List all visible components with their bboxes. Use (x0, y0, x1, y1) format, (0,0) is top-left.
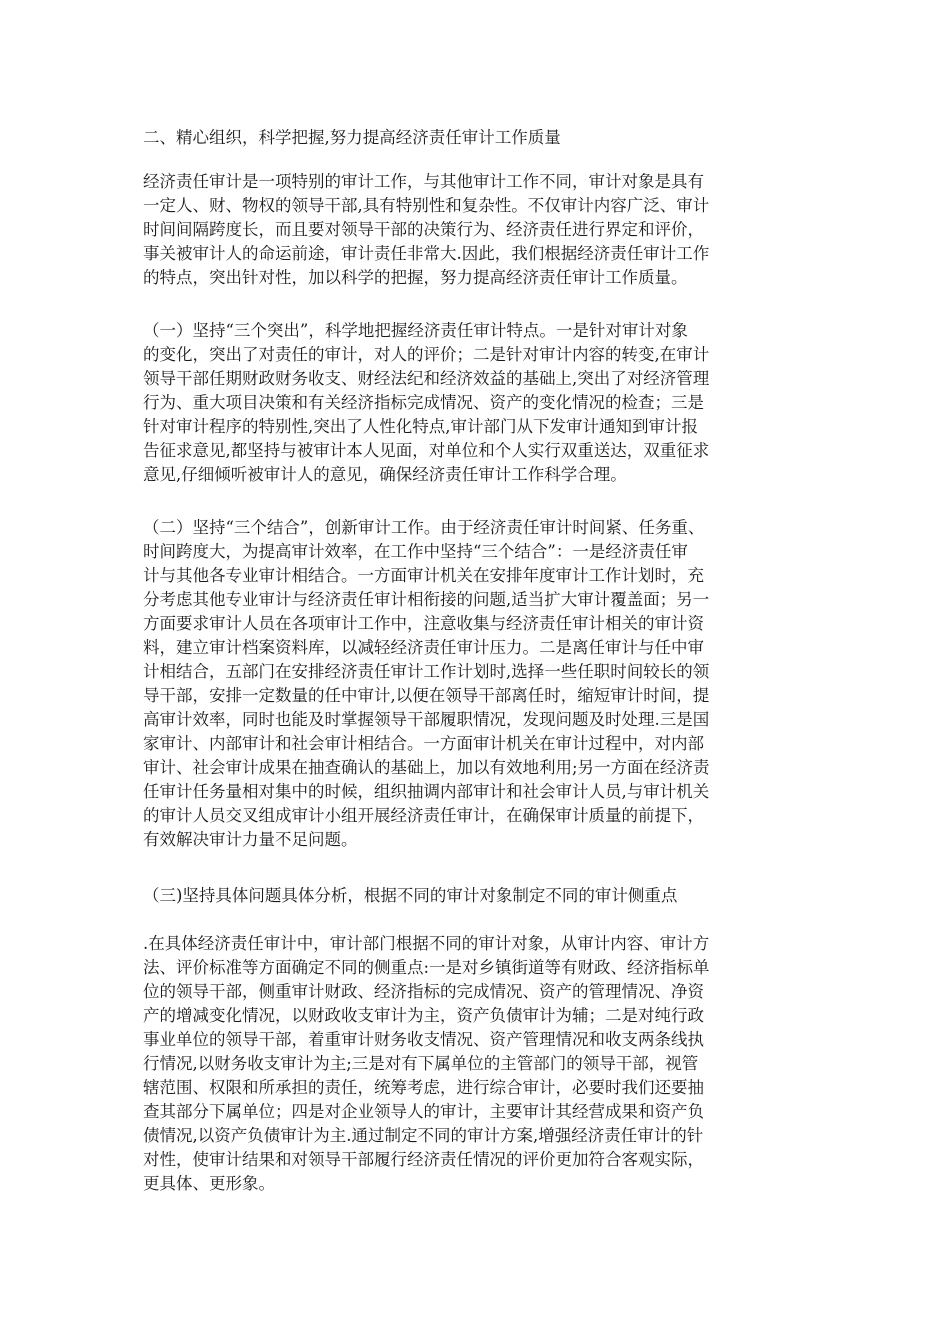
paragraph-intro: 经济责任审计是一项特别的审计工作，与其他审计工作不同，审计对象是具有 一定人、财、物权的领导干部,具有特别性和复杂性。不仅审计内容广泛、审计 时间间隔跨度长，而且要对领导干部的决策行为、经济责任进行界定和评价， 事关被审计人的命运前途，审计责任非常大.因此，我们根据经济责任审计工作 的特点，突出针对性，加以科学的把握，努力提高经济责任审计工作质量。 (143, 172, 710, 287)
subsection-heading-specific-analysis: （三)坚持具体问题具体分析，根据不同的审计对象制定不同的审计侧重点 (143, 886, 678, 905)
paragraph-three-highlights: （一）坚持“三个突出”，科学地把握经济责任审计特点。一是针对审计对象 的变化，突出了对责任的审计，对人的评价；二是针对审计内容的转变,在审计 领导干部任期财政财务收支、财经法纪和经济效益的基础上,突出了对经济管理 行为、重大项目决策和有关经济指标完成情况、资产的变化情况的检查；三是 针对审计程序的特别性,突出了人性化特点,审计部门从下发审计通知到审计报 告征求意见,都坚持与被审计本人见面，对单位和个人实行双重送达，双重征求 意见,仔细倾听被审计人的意见，确保经济责任审计工作科学合理。 (143, 321, 710, 484)
paragraph-specific-analysis: .在具体经济责任审计中，审计部门根据不同的审计对象，从审计内容、审计方 法、评价标准等方面确定不同的侧重点:一是对乡镇街道等有财政、经济指标单 位的领导干部，侧重审计财政、经济指标的完成情况、资产的管理情况、净资 产的增减变化情况，以财政收支审计为主，资产负债审计为辅；二是对纯行政 事业单位的领导干部，着重审计财务收支情况、资产管理情况和收支两条线执 行情况,以财务收支审计为主;三是对有下属单位的主管部门的领导干部，视管 辖范围、权限和所承担的责任，统筹考虑，进行综合审计，必要时我们还要抽 查其部分下属单位；四是对企业领导人的审计，主要审计其经营成果和资产负 债情况,以资产负债审计为主.通过制定不同的审计方案,增强经济责任审计的针 对性，使审计结果和对领导干部履行经济责任情况的评价更加符合客观实际， 更具体、更形象。 (143, 934, 710, 1193)
section-heading: 二、精心组织，科学把握,努力提高经济责任审计工作质量 (143, 128, 561, 147)
paragraph-three-combinations: （二）坚持“三个结合”，创新审计工作。由于经济责任审计时间紧、任务重、 时间跨度大，为提高审计效率，在工作中坚持“三个结合”：一是经济责任审 计与其他各专业审计相结合。一方面审计机关在安排年度审计工作计划时，充 分考虑其他专业审计与经济责任审计相衔接的问题,适当扩大审计覆盖面；另一 方面要求审计人员在各项审计工作中，注意收集与经济责任审计相关的审计资 料，建立审计档案资料库，以减轻经济责任审计压力。二是离任审计与任中审 计相结合，五部门在安排经济责任审计工作计划时,选择一些任职时间较长的领 导干部，安排一定数量的任中审计,以便在领导干部离任时，缩短审计时间，提 高审计效率，同时也能及时掌握领导干部履职情况，发现问题及时处理.三是国 家审计、内部审计和社会审计相结合。一方面审计机关在审计过程中，对内部 审计、社会审计成果在抽查确认的基础上，加以有效地利用;另一方面在经济责 任审计任务量相对集中的时候，组织抽调内部审计和社会审计人员,与审计机关 的审计人员交叉组成审计小组开展经济责任审计，在确保审计质量的前提下， 有效解决审计力量不足问题。 (143, 518, 710, 849)
